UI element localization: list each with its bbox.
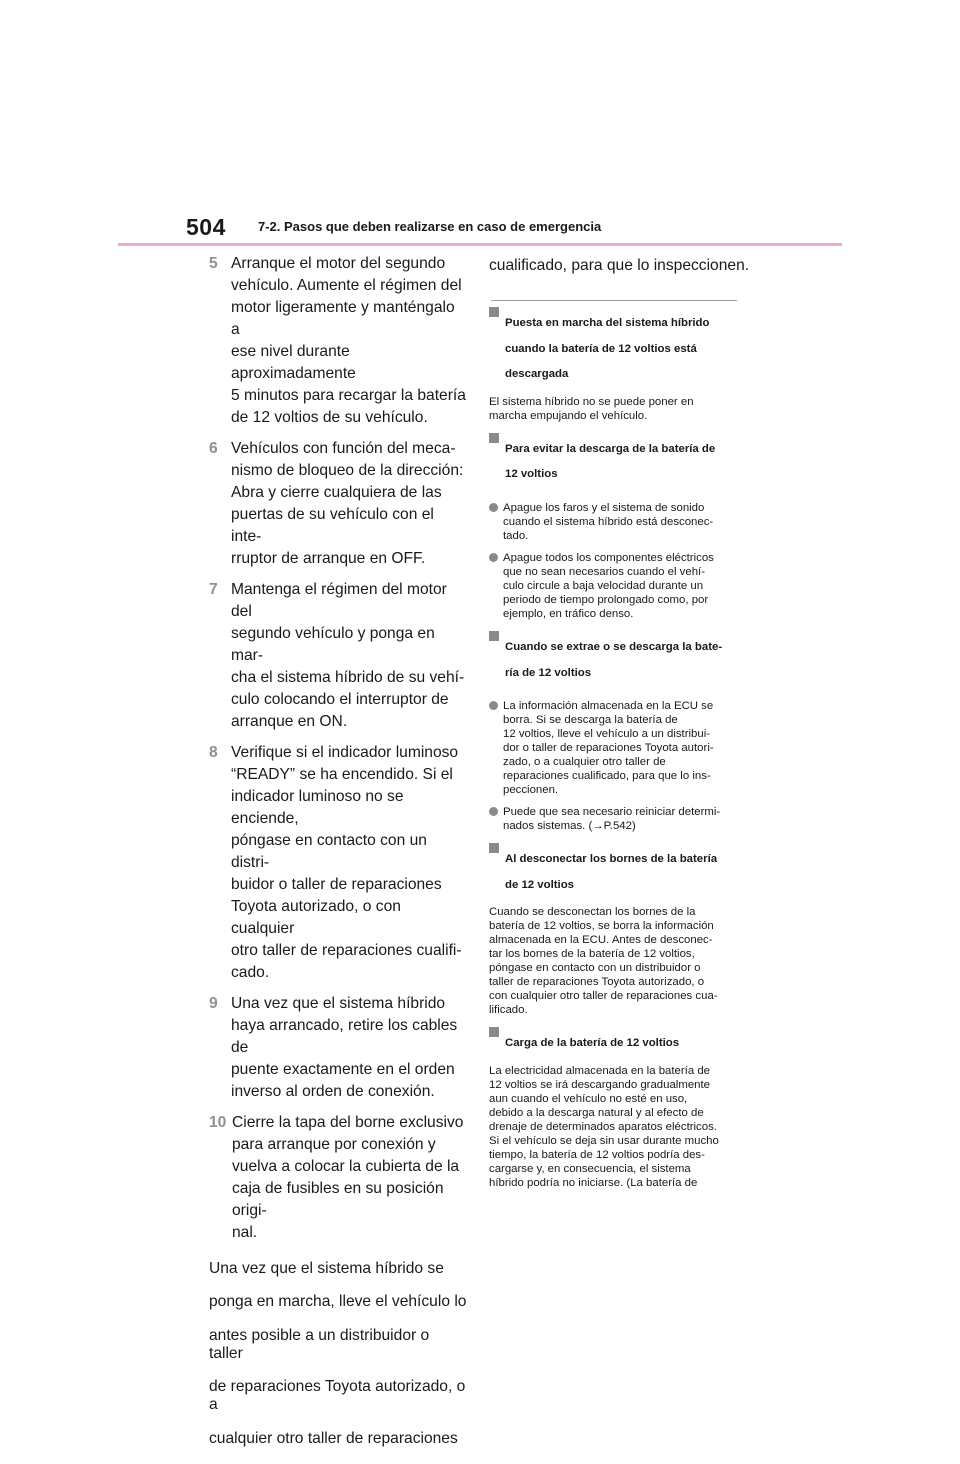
step-line: Toyota autorizado, o con cualquier xyxy=(231,898,401,937)
step-line: nal. xyxy=(232,1224,258,1241)
step-line: Vehículos con función del meca- xyxy=(231,440,456,457)
body-line: 12 voltios se irá descargando gradualmente xyxy=(489,1078,710,1091)
continuation-text: cualificado, para que lo inspeccionen. xyxy=(489,257,750,274)
paragraph-line: de reparaciones Toyota autorizado, o a xyxy=(209,1378,466,1414)
title-line: descargada xyxy=(505,368,569,381)
bullet-line: cuando el sistema híbrido está desconec- xyxy=(503,515,714,528)
bullet-item xyxy=(489,805,757,833)
step-line: vuelva a colocar la cubierta de la xyxy=(232,1158,460,1175)
step-text xyxy=(232,1112,467,1244)
step-line: Una vez que el sistema híbrido xyxy=(231,995,446,1012)
step-item xyxy=(209,579,467,733)
section-body xyxy=(489,395,757,423)
step-line: arranque en ON. xyxy=(231,713,348,730)
step-list xyxy=(209,253,467,1244)
step-text xyxy=(231,742,467,984)
step-line: para arranque por conexión y xyxy=(232,1136,436,1153)
bullet-line: ejemplo, en tráfico denso. xyxy=(503,607,634,620)
step-line: segundo vehículo y ponga en mar- xyxy=(231,625,435,664)
step-line: de 12 voltios de su vehículo. xyxy=(231,409,428,426)
notes-sections xyxy=(489,305,757,1190)
body-line: con cualquier otro taller de reparaciones cua- xyxy=(489,990,718,1003)
bullet-line: borra. Si se descarga la batería de xyxy=(503,713,678,726)
body-line: lificado. xyxy=(489,1004,528,1017)
section-heading xyxy=(489,841,757,903)
body-line: El sistema híbrido no se puede poner en xyxy=(489,395,694,408)
step-line: culo colocando el interruptor de xyxy=(231,691,449,708)
body-line: cargarse y, en consecuencia, el sistema xyxy=(489,1162,691,1175)
step-line: inverso al orden de conexión. xyxy=(231,1083,435,1100)
step-number: 7 xyxy=(209,581,218,598)
header-rule xyxy=(118,243,842,246)
bullet-line: dor o taller de reparaciones Toyota autori- xyxy=(503,741,714,754)
body-line: almacenada en la ECU. Antes de desconec- xyxy=(489,934,713,947)
bullet-line: nados sistemas. (→P.542) xyxy=(503,819,636,832)
chapter-title: 7-2. Pasos que deben realizarse en caso de emergencia xyxy=(258,219,602,234)
step-line: caja de fusibles en su posición origi- xyxy=(232,1180,444,1219)
right-column xyxy=(489,256,757,1190)
circle-bullet-icon xyxy=(489,503,498,512)
step-line: motor ligeramente y manténgalo a xyxy=(231,299,455,338)
body-line: Si el vehículo se deja sin usar durante mucho xyxy=(489,1134,719,1147)
page-number: 504 xyxy=(186,214,226,240)
bullet-line: zado, o a cualquier otro taller de xyxy=(503,755,666,768)
step-item xyxy=(209,1112,467,1244)
bullet-line: culo circule a baja velocidad durante un xyxy=(503,579,704,592)
body-line: tiempo, la batería de 12 voltios podría des- xyxy=(489,1148,705,1161)
section-title xyxy=(505,841,717,903)
step-line: 5 minutos para recargar la batería xyxy=(231,387,466,404)
body-line: Cuando se desconectan los bornes de la xyxy=(489,906,696,919)
step-number: 8 xyxy=(209,744,218,761)
step-item xyxy=(209,438,467,570)
step-text xyxy=(231,579,467,733)
section-body xyxy=(489,905,757,1017)
body-line: taller de reparaciones Toyota autorizado, o xyxy=(489,976,705,989)
step-line: Verifique si el indicador luminoso xyxy=(231,744,459,761)
circle-bullet-icon xyxy=(489,807,498,816)
bullet-line: que no sean necesarios cuando el vehí- xyxy=(503,565,706,578)
step-line: póngase en contacto con un distri- xyxy=(231,832,427,871)
step-line: vehículo. Aumente el régimen del xyxy=(231,277,462,294)
body-line: debido a la descarga natural y al efecto de xyxy=(489,1106,704,1119)
square-bullet-icon xyxy=(489,843,499,853)
title-line: cuando la batería de 12 voltios está xyxy=(505,342,697,355)
section-heading xyxy=(489,305,757,393)
section-heading xyxy=(489,1025,757,1062)
section-title xyxy=(505,629,722,691)
step-text xyxy=(231,993,467,1103)
step-item xyxy=(209,253,467,429)
section-title xyxy=(505,305,709,393)
bullet-item xyxy=(489,501,757,543)
step-line: cha el sistema híbrido de su vehí- xyxy=(231,669,465,686)
body-line: tar los bornes de la batería de 12 voltios, xyxy=(489,948,695,961)
title-line: Cuando se extrae o se descarga la bate- xyxy=(505,641,723,654)
bullet-line: reparaciones cualificado, para que lo ins- xyxy=(503,769,711,782)
step-line: haya arrancado, retire los cables de xyxy=(231,1017,458,1056)
closing-paragraph xyxy=(209,1260,467,1448)
body-line: aun cuando el vehículo no esté en uso, xyxy=(489,1092,688,1105)
body-line: marcha empujando el vehículo. xyxy=(489,409,648,422)
step-item xyxy=(209,742,467,984)
step-line: otro taller de reparaciones cualifi- xyxy=(231,942,462,959)
body-line: híbrido podría no iniciarse. (La batería de xyxy=(489,1176,698,1189)
bullet-line: Puede que sea necesario reiniciar determi- xyxy=(503,805,721,818)
step-line: puente exactamente en el orden xyxy=(231,1061,455,1078)
paragraph-line: antes posible a un distribuidor o taller xyxy=(209,1326,430,1362)
bullet-line: 12 voltios, lleve el vehículo a un distribui- xyxy=(503,727,711,740)
body-line: drenaje de determinados aparatos eléctricos. xyxy=(489,1120,717,1133)
page-header xyxy=(0,0,960,250)
bullet-text xyxy=(503,551,714,621)
title-line: Al desconectar los bornes de la batería xyxy=(505,853,718,866)
step-item xyxy=(209,993,467,1103)
circle-bullet-icon xyxy=(489,701,498,710)
bullet-line: La información almacenada en la ECU se xyxy=(503,699,714,712)
bullet-line: tado. xyxy=(503,529,529,542)
bullet-line: peccionen. xyxy=(503,783,559,796)
square-bullet-icon xyxy=(489,1027,499,1037)
step-line: Arranque el motor del segundo xyxy=(231,255,446,272)
step-number: 9 xyxy=(209,995,218,1012)
bullet-line: periodo de tiempo prolongado como, por xyxy=(503,593,709,606)
body-line: póngase en contacto con un distribuidor o xyxy=(489,962,701,975)
bullet-text xyxy=(503,805,720,833)
step-text xyxy=(231,438,467,570)
paragraph-line: ponga en marcha, lleve el vehículo lo xyxy=(209,1293,467,1311)
bullet-text xyxy=(503,501,713,543)
title-line: Para evitar la descarga de la batería de xyxy=(505,442,716,455)
section-heading xyxy=(489,629,757,691)
left-column xyxy=(209,253,467,1464)
square-bullet-icon xyxy=(489,433,499,443)
step-line: cado. xyxy=(231,964,270,981)
bullet-text xyxy=(503,699,714,797)
title-line: Puesta en marcha del sistema híbrido xyxy=(505,317,710,330)
title-line: de 12 voltios xyxy=(505,878,575,891)
bullet-item xyxy=(489,551,757,621)
step-line: indicador luminoso no se enciende, xyxy=(231,788,404,827)
bullet-line: Apague todos los componentes eléctricos xyxy=(503,551,714,564)
paragraph-line: Una vez que el sistema híbrido se xyxy=(209,1259,444,1277)
step-number: 5 xyxy=(209,255,218,272)
step-line: “READY” se ha encendido. Si el xyxy=(231,766,453,783)
bullet-item xyxy=(489,699,757,797)
title-line: ría de 12 voltios xyxy=(505,666,592,679)
title-line: 12 voltios xyxy=(505,468,558,481)
circle-bullet-icon xyxy=(489,553,498,562)
step-line: Mantenga el régimen del motor del xyxy=(231,581,447,620)
step-line: nismo de bloqueo de la dirección: xyxy=(231,462,464,479)
step-text xyxy=(231,253,467,429)
body-line: La electricidad almacenada en la batería de xyxy=(489,1064,710,1077)
step-line: rruptor de arranque en OFF. xyxy=(231,550,426,567)
step-line: buidor o taller de reparaciones xyxy=(231,876,442,893)
body-line: batería de 12 voltios, se borra la información xyxy=(489,920,714,933)
step-number: 10 xyxy=(209,1114,227,1131)
section-heading xyxy=(489,431,757,493)
step-line: puertas de su vehículo con el inte- xyxy=(231,506,434,545)
section-title xyxy=(505,431,715,493)
step-line: Abra y cierre cualquiera de las xyxy=(231,484,442,501)
section-divider xyxy=(491,300,737,301)
section-title xyxy=(505,1025,679,1062)
step-line: Cierre la tapa del borne exclusivo xyxy=(232,1114,464,1131)
step-line: ese nivel durante aproximadamente xyxy=(231,343,356,382)
paragraph-line: cualquier otro taller de reparaciones xyxy=(209,1429,458,1447)
title-line: Carga de la batería de 12 voltios xyxy=(505,1037,680,1050)
square-bullet-icon xyxy=(489,307,499,317)
section-body xyxy=(489,1064,757,1190)
square-bullet-icon xyxy=(489,631,499,641)
step-number: 6 xyxy=(209,440,218,457)
bullet-line: Apague los faros y el sistema de sonido xyxy=(503,501,705,514)
